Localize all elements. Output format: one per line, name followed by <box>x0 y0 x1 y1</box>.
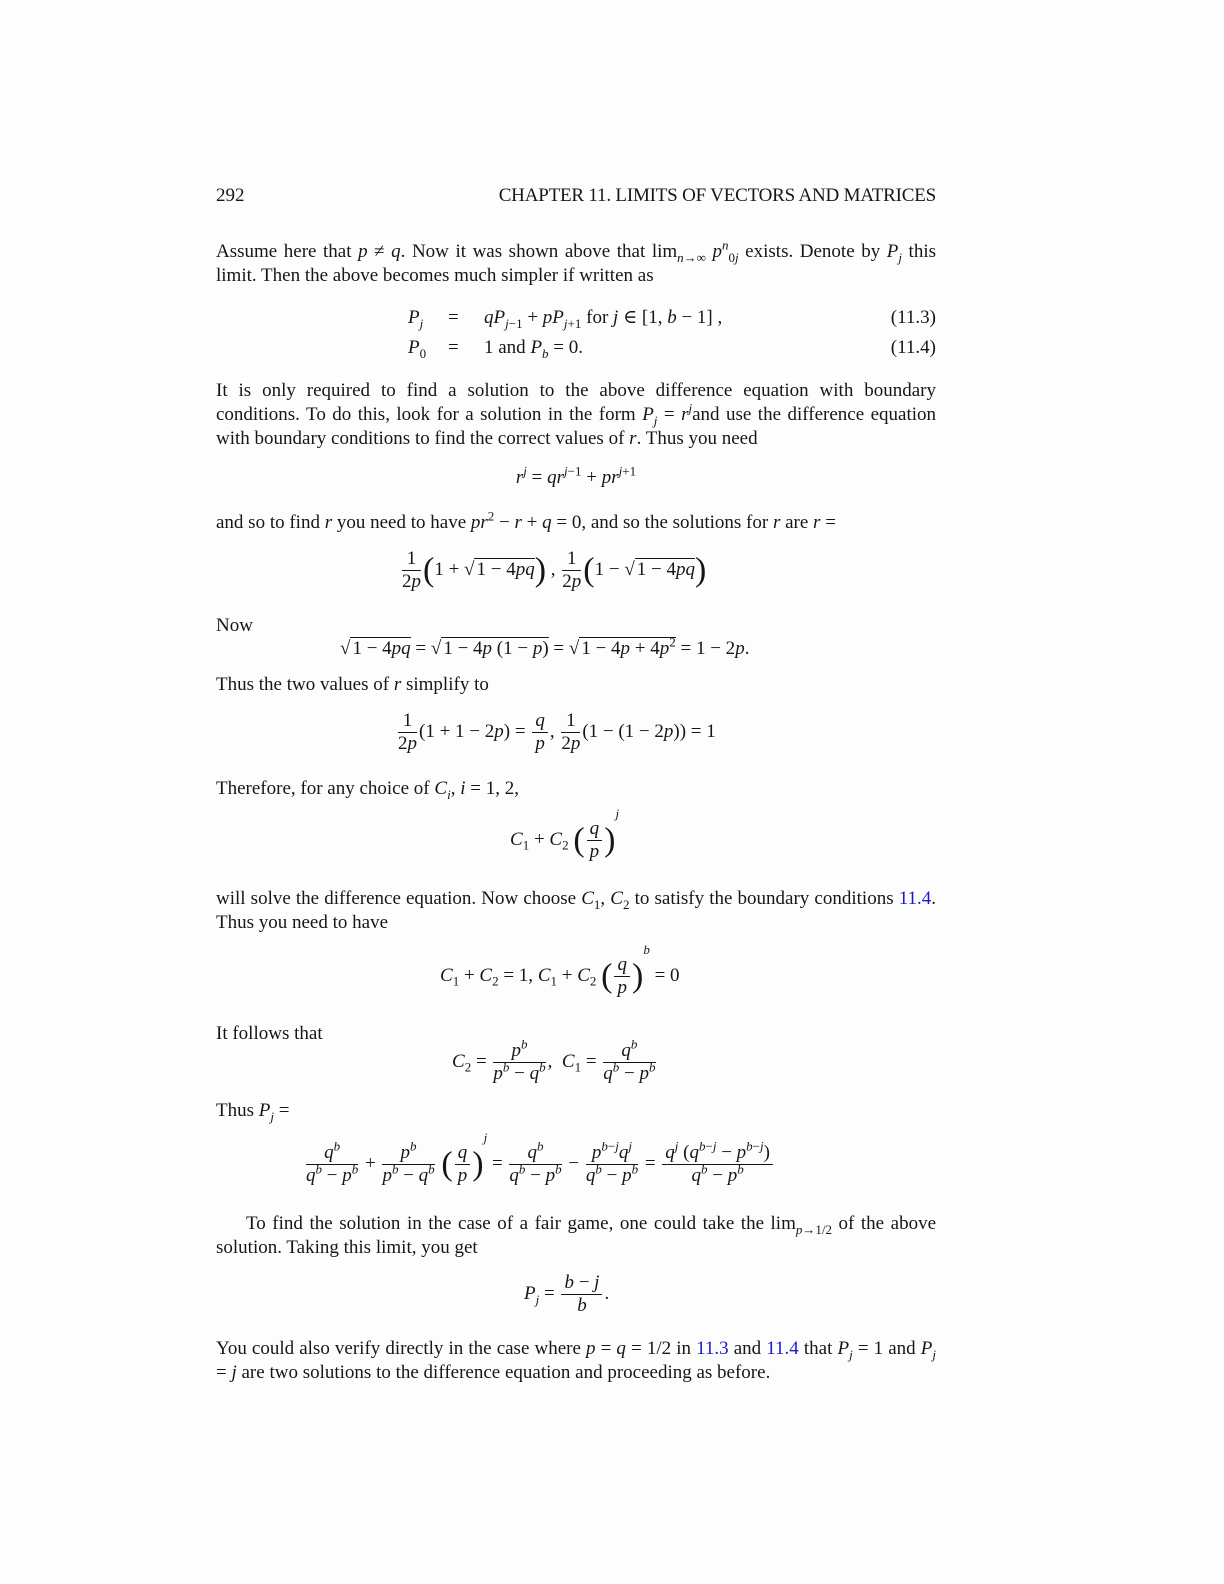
reference-link[interactable]: 11.4 <box>898 888 932 909</box>
paragraph-5: Therefore, for any choice of $C_i$, i = 1, 2, <box>216 778 519 802</box>
reference-link[interactable]: 11.3 <box>696 1338 729 1359</box>
equation-11-3: $P_j$ = $qP_{j-1} + pP_{j+1}$ for j ∈ [1, b − 1] , (11.3) <box>408 307 936 331</box>
equation-general: $C_1 + C_2$ ( $\frac{q}{p}$ )$^j$ <box>510 805 620 862</box>
paragraph-10: You could also verify directly in the case where p = q = 1/2 in 11.3 and 11.4 that $P_j = 1$ and $P_j = j$ are two solutions to the difference equation and proceeding as before. <box>216 1338 937 1383</box>
equation-fair-game: $P_j$ = $\frac{b - j}{b}$ . <box>524 1272 610 1316</box>
equation-number: (11.3) <box>890 307 936 328</box>
equation-11-4: $P_0$ = 1 and $P_b = 0$. (11.4) <box>408 337 936 361</box>
paragraph-6: will solve the difference equation. Now choose $C_1$, $C_2$ to satisfy the boundary conditions 11.4. Thus you need to have <box>216 888 937 933</box>
reference-link[interactable]: 11.4 <box>766 1338 799 1359</box>
equation-recurrence: $r^j = qr^{j-1} + pr^{j+1}$ <box>515 463 637 488</box>
equation-constants: $C_2$ = $\frac{p^b}{p^b - q^b}$ , $C_1$ = $\frac{q^b}{q^b - p^b}$ <box>452 1036 656 1084</box>
page-number: 292 <box>216 185 245 206</box>
paragraph-9: To find the solution in the case of a fair game, one could take the $\lim_{p\to 1/2}$ of the above solution. Taking this limit, you get <box>216 1213 937 1258</box>
equation-simplify: $\frac{1}{2p}$ (1 + 1 − 2p) = $\frac{q}{p}$ , $\frac{1}{2p}$ (1 − (1 − 2p)) = 1 <box>398 710 716 754</box>
paragraph-1: Assume here that p ≠ q. Now it was shown above that $\lim_{n\to\infty} p^n_{0j}$ exists. Denote by $P_j$ this limit. Then the above becomes much simpler if written as <box>216 237 937 286</box>
paragraph-2: It is only required to find a solution to the above difference equation with boundary conditions. To do this, look for a solution in the form $P_j = r^jand$ use the difference equation with boundary conditions to find the correct values of r. Thus you need <box>216 380 937 449</box>
paragraph-7: It follows that <box>216 1023 323 1044</box>
chapter-title: CHAPTER 11. LIMITS OF VECTORS AND MATRICES <box>498 185 936 206</box>
paragraph-4: Thus the two values of r simplify to <box>216 674 489 695</box>
equation-roots: $\frac{1}{2p}$ (1 + √ 1 − 4pq) , $\frac{1}{2p}$ (1 − √ 1 − 4pq) <box>402 548 707 592</box>
equation-boundary: $C_1 + C_2 = 1$, $C_1 + C_2$ ( $\frac{q}{p}$ )$^b$ = 0 <box>440 941 680 998</box>
paragraph-8: Thus $P_j$ = <box>216 1100 290 1124</box>
now-label: Now <box>216 615 253 636</box>
equation-sqrt: √ 1 − 4pq = √ 1 − 4p (1 − p) = √ $1 - 4p + 4p^2 = 1 - 2p$. <box>340 634 750 659</box>
equation-number: (11.4) <box>890 337 936 358</box>
paragraph-3: and so to find r you need to have $pr^2 - r + q = 0$, and so the solutions for r are r = <box>216 508 836 533</box>
equation-solution: $\frac{q^b}{q^b - p^b}$ + $\frac{p^b}{p^b - q^b}$ ( $\frac{q}{p}$ )$^j$ = $\frac{q^b}{q^b - p^b}$ − $p^{b-j}q^j$ $q^b - p^b$ = $\frac{q^j (q^{b-j} - p^{b-j})}{q^b - p^b}$ <box>304 1142 775 1187</box>
